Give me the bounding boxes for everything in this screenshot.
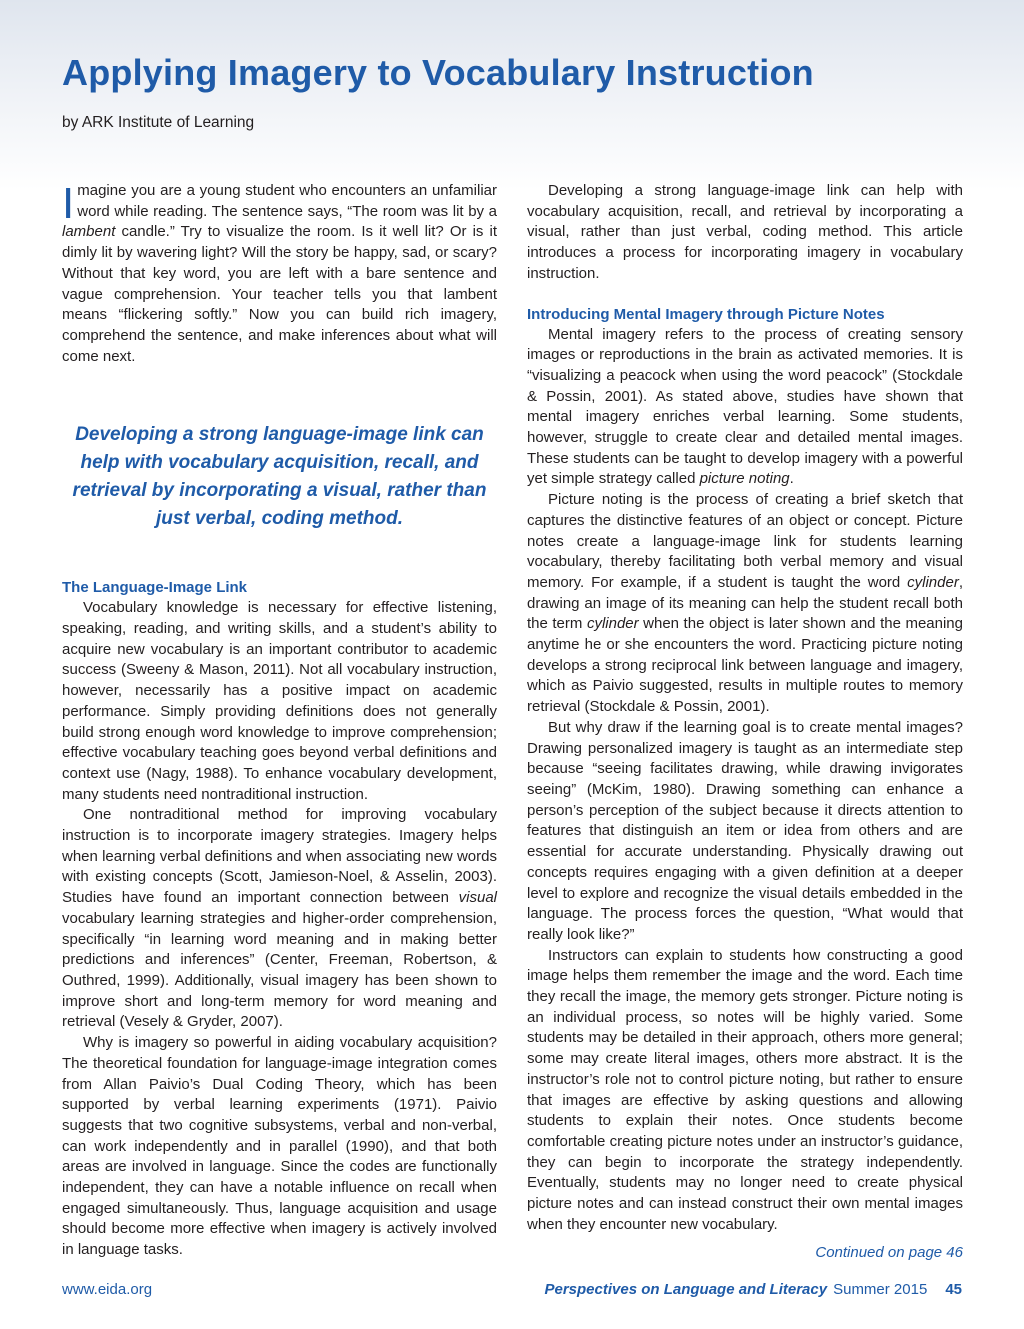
section-heading-language-image-link: The Language-Image Link [62,579,248,597]
paragraph: Instructors can explain to students how constructing a good image helps them remember the image and the word. Each time they recall the image, the memory gets stronger. Picture noting is an individual process, so notes will be highly varied. Some students may be detailed in their approach, others more general; some may create literal images, others more abstract. It is the instructor’s role not to control picture noting, but rather to ensure that images are effective by asking questions and allowing students to explain their notes. Once students become comfortable creating picture notes under an instructor’s guidance, they can begin to incorporate the strategy independently. Eventually, students may no longer need to create physical picture notes and can instead construct their own mental images when they encounter new vocabulary. [527,946,963,1233]
paragraph: But why draw if the learning goal is to create mental images? Drawing personalized imagery is taught as an intermediate step because “seeing facilitates drawing, while drawing invigorates seeing” (McKim, 1980). Drawing something can enhance a person’s perception of the subject because it directs attention to features that distinguish an item or idea from others and are essential for accurate understanding. Physically drawing out concepts requires engaging with a given definition at a deeper level to explore and recognize the visual details embedded in the language. The process forces the question, “What would that really look like?” [527,718,963,943]
footer-website: www.eida.org [62,1281,153,1298]
section-heading-picture-notes: Introducing Mental Imagery through Picture Notes [527,305,885,323]
paragraph: Picture noting is the process of creating a brief sketch that captures the distinctive features of an object or concept. Picture notes create a language-image link for students learning vocabulary, thereby facilitating both verbal memory and visual memory. For example, if a student is taught the word cylinder, drawing an image of its meaning can help the student recall both the term cylinder when the object is later shown and the meaning anytime he or she encounters the word. Practicing picture noting develops a strong reciprocal link between language and imagery, which as Paivio suggested, results in multiple routes to memory retrieval (Stockdale & Possin, 2001). [527,491,963,716]
paragraph: One nontraditional method for improving vocabulary instruction is to incorporate imagery strategies. Imagery helps when learning verbal definitions and when associating new words with existing concepts (Scott, Jamieson-Noel, & Asselin, 2003). Studies have found an important connection between visual vocabulary learning strategies and higher-order comprehension, specifically “in learning word meaning and in making better predictions and inferences” (Center, Freeman, Robertson, & Outhred, 1999). Additionally, visual imagery has been shown to improve short and long-term memory for word meaning and retrieval (Vesely & Gryder, 2007). [62,806,497,1031]
paragraph: Vocabulary knowledge is necessary for effective listening, speaking, reading, and writing skills, and a student’s ability to acquire new vocabulary is an important contributor to academic success (Sweeny & Mason, 2011). Not all vocabulary instruction, however, necessarily has a positive impact on academic performance. Simply providing definitions does not generally build strong enough word knowledge to improve comprehension; effective vocabulary teaching goes beyond verbal definitions and context use (Nagy, 1988). To enhance vocabulary development, many students need nontraditional instruction. [62,599,497,803]
footer-issue: Summer 2015 [833,1281,928,1298]
footer-journal-name: Perspectives on Language and Literacy [544,1281,828,1298]
paragraph: Mental imagery refers to the process of creating sensory images or reproductions in the brain as activated memories. It is “visualizing a peacock when using the word peacock” (Stockdale & Possin, 2001). As stated above, studies have shown that mental imagery enriches verbal learning. Some students, however, struggle to create clear and detailed mental images. These students can be taught to develop imagery with a powerful yet simple strategy called picture noting. [527,325,963,488]
header-band [0,0,1024,190]
paragraph: Why is imagery so powerful in aiding vocabulary acquisition? The theoretical foundation for language-image integration comes from Allan Paivio’s Dual Coding Theory, which has been supported by verbal learning experiments (1971). Paivio suggests that two cognitive subsystems, verbal and non-verbal, can work independently and in parallel (1990), and that both areas are involved in language. Since the codes are functionally independent, they can have a notable influence on recall when engaged simultaneously. Thus, language acquisition and usage should become more effective when imagery is actively involved in language tasks. [62,1034,497,1259]
drop-cap: I [62,179,75,228]
footer [544,1281,962,1298]
page-number: 45 [945,1281,962,1298]
pull-quote: Developing a strong language-image link can help with vocabulary acquisition, recall, and retrieval by incorporating a visual, rather than just verbal, coding method. [72,424,487,530]
continued-note: Continued on page 46 [815,1244,963,1262]
byline: by ARK Institute of Learning [62,114,255,131]
paragraph: Developing a strong language-image link can help with vocabulary acquisition, recall, and retrieval by incorporating a visual, rather than just verbal, coding method. This article introduces a process for incorporating imagery in vocabulary instruction. [527,182,963,282]
right-column [527,181,963,1264]
article-title: Applying Imagery to Vocabulary Instruction [62,52,814,93]
intro-paragraph: Imagine you are a young student who encounters an unfamiliar word while reading. The sentence says, “The room was lit by a lambent candle.” Try to visualize the room. Is it well lit? Or is it dimly lit by wavering light? Will the story be happy, sad, or scary? Without that key word, you are left with a bare sentence and vague comprehension. Your teacher tells you that lambent means “flickering softly.” Now you can build rich imagery, comprehend the sentence, and make inferences about what will come next. [62,179,497,365]
left-column [62,181,497,1261]
